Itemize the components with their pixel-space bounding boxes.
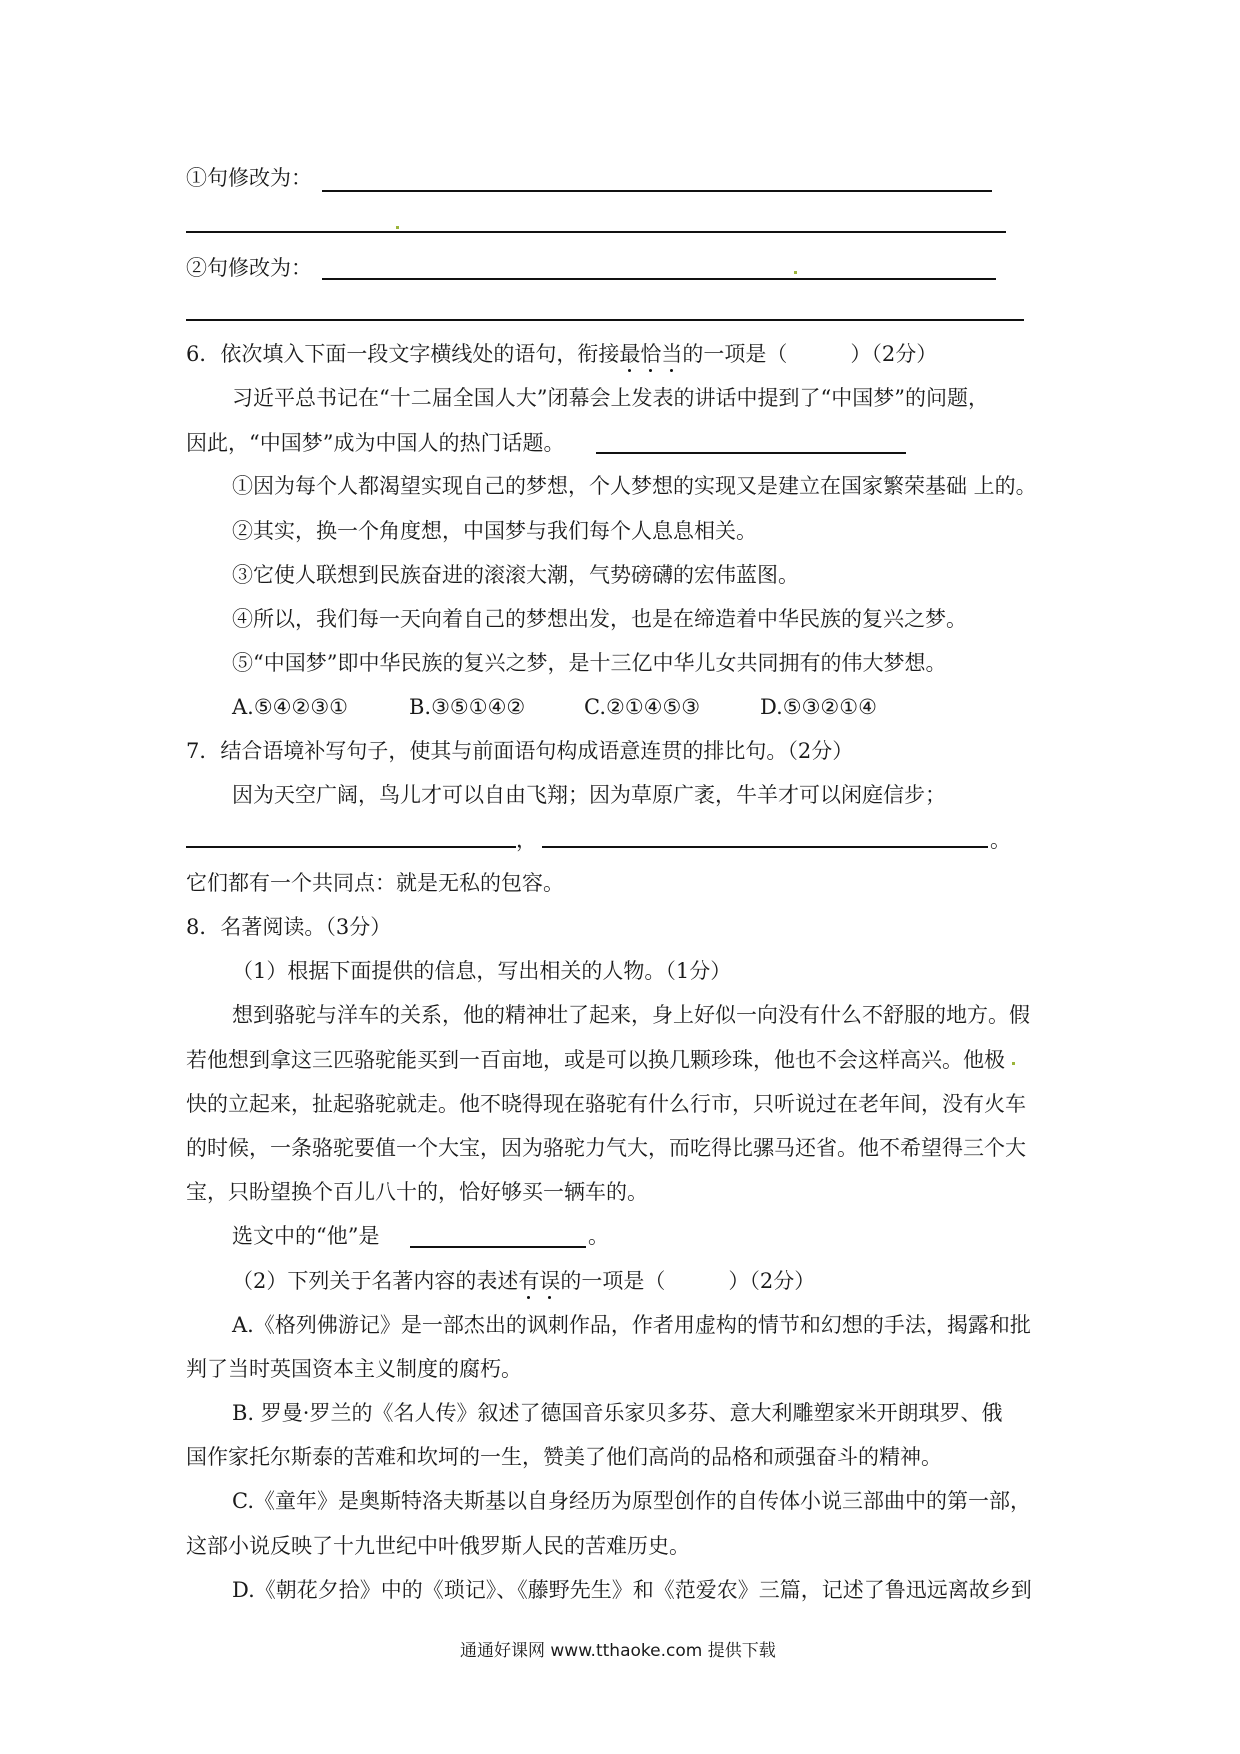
q8-passage-line5: 宝，只盼望换个百儿八十的，恰好够买一辆车的。 — [186, 1180, 648, 1204]
fix2-answer-line[interactable] — [322, 278, 996, 280]
q8-answer-prompt: 选文中的“他”是 — [232, 1224, 380, 1248]
q7-period: 。 — [990, 828, 1011, 852]
q8-option-c-line1[interactable]: C.《童年》是奥斯特洛夫斯基以自身经历为原型创作的自传体小说三部曲中的第一部， — [232, 1489, 1031, 1513]
fix2-answer-line-2[interactable] — [186, 319, 1024, 321]
q8-sub1: （1）根据下面提供的信息，写出相关的人物。（1分） — [232, 959, 732, 983]
q6-option-a[interactable]: A.⑤④②③① — [232, 695, 348, 719]
emphasis-mark: 误 — [539, 1269, 561, 1293]
q6-paragraph-line1: 习近平总书记在“十二届全国人大”闭幕会上发表的讲话中提到了“中国梦”的问题， — [232, 386, 989, 410]
page-footer: 通通好课网 www.tthaoke.com 提供下载 — [460, 1641, 776, 1661]
q8-option-a-line2: 判了当时英国资本主义制度的腐朽。 — [186, 1357, 522, 1381]
fix2-label: ②句修改为： — [186, 256, 312, 280]
q8-answer-period: 。 — [588, 1224, 609, 1248]
fix1-answer-line-2[interactable] — [186, 231, 1006, 233]
q6-option-c[interactable]: C.②①④⑤③ — [584, 695, 701, 719]
q6-paragraph-line2: 因此，“中国梦”成为中国人的热门话题。 — [186, 431, 565, 455]
q7-tail: 它们都有一个共同点：就是无私的包容。 — [186, 871, 564, 895]
emphasis-mark: 有 — [518, 1269, 540, 1293]
scan-speck — [396, 226, 399, 229]
q8-option-b-line1[interactable]: B. 罗曼·罗兰的《名人传》叙述了德国音乐家贝多芬、意大利雕塑家米开朗琪罗、俄 — [232, 1401, 1003, 1425]
q8-passage-line1: 想到骆驼与洋车的关系，他的精神壮了起来，身上好似一向没有什么不舒服的地方。假 — [232, 1003, 1030, 1027]
q6-sentence-5: ⑤“中国梦”即中华民族的复兴之梦，是十三亿中华儿女共同拥有的伟大梦想。 — [232, 651, 947, 675]
q6-blank-line[interactable] — [596, 452, 906, 454]
emphasis-mark: 当 — [661, 342, 683, 366]
q6-sentence-3: ③它使人联想到民族奋进的滚滚大潮，气势磅礴的宏伟蓝图。 — [232, 563, 799, 587]
q7-blank-1[interactable] — [186, 846, 516, 848]
q6-option-b[interactable]: B.③⑤①④② — [409, 695, 526, 719]
q8-option-a-line1[interactable]: A.《格列佛游记》是一部杰出的讽刺作品，作者用虚构的情节和幻想的手法，揭露和批 — [232, 1313, 1031, 1337]
q7-blank-2[interactable] — [542, 846, 988, 848]
q6-sentence-1: ①因为每个人都渴望实现自己的梦想，个人梦想的实现又是建立在国家繁荣基础 上的。 — [232, 474, 1037, 498]
q7-stem: 7．结合语境补写句子，使其与前面语句构成语意连贯的排比句。（2分） — [186, 739, 854, 763]
q7-comma: ， — [516, 828, 537, 852]
q8-option-d-line1[interactable]: D.《朝花夕拾》中的《琐记》、《藤野先生》和《范爱农》三篇，记述了鲁迅远离故乡到 — [232, 1578, 1032, 1602]
q8-sub2: （2）下列关于名著内容的表述有误的一项是（ ）（2分） — [232, 1269, 816, 1293]
q8-stem: 8．名著阅读。（3分） — [186, 915, 392, 939]
q8-passage-line3: 快的立起来，扯起骆驼就走。他不晓得现在骆驼有什么行市，只听说过在老年间，没有火车 — [186, 1092, 1026, 1116]
q8-passage-line4: 的时候，一条骆驼要值一个大宝，因为骆驼力气大，而吃得比骡马还省。他不希望得三个大 — [186, 1136, 1026, 1160]
emphasis-mark: 恰 — [640, 342, 662, 366]
q7-given-text: 因为天空广阔，鸟儿才可以自由飞翔；因为草原广袤，牛羊才可以闲庭信步； — [232, 783, 946, 807]
scan-speck — [794, 271, 797, 274]
fix1-answer-line[interactable] — [322, 190, 992, 192]
emphasis-mark: 最 — [619, 342, 641, 366]
q8-option-b-line2: 国作家托尔斯泰的苦难和坎坷的一生，赞美了他们高尚的品格和顽强奋斗的精神。 — [186, 1445, 942, 1469]
q8-passage-line2: 若他想到拿这三匹骆驼能买到一百亩地，或是可以换几颗珍珠，他也不会这样高兴。他极 — [186, 1048, 1005, 1072]
q8-answer-blank[interactable] — [410, 1246, 586, 1248]
q8-option-c-line2: 这部小说反映了十九世纪中叶俄罗斯人民的苦难历史。 — [186, 1534, 690, 1558]
scan-speck — [1012, 1062, 1015, 1065]
q6-sentence-4: ④所以，我们每一天向着自己的梦想出发，也是在缔造着中华民族的复兴之梦。 — [232, 607, 967, 631]
q6-stem: 6．依次填入下面一段文字横线处的语句，衔接最恰当的一项是（ ）（2分） — [186, 342, 938, 366]
q6-option-d[interactable]: D.⑤③②①④ — [760, 695, 877, 719]
q6-sentence-2: ②其实，换一个角度想，中国梦与我们每个人息息相关。 — [232, 519, 757, 543]
fix1-label: ①句修改为： — [186, 166, 312, 190]
